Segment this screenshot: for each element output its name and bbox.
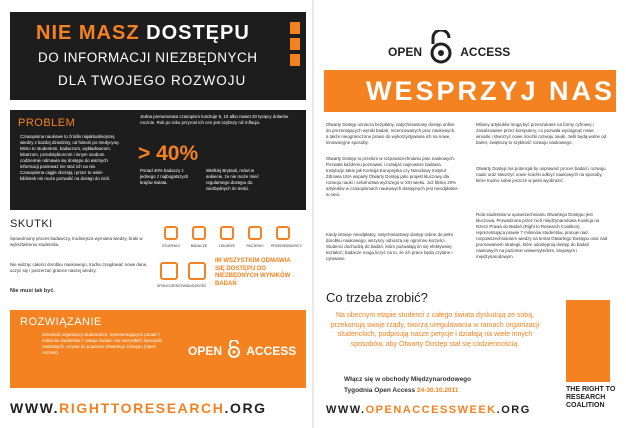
society-icon [160, 262, 178, 280]
survey-text: Wielkiej Brytanii, mówi w ankiecie, że nie może mieć regularnego dostępu do niezbędnych im treści. [206, 168, 259, 191]
body-text: Otwarty Dostęp to przełom w rozpowszechnianiu prac naukowych. Pozwala każdemu poznawać i rozwijać najnowsze badania. Instytucje takie jak Komisja Europejska czy Narodowy Instytut Zdrowia USA wsparły Otwarty Dostęp jako projekt kluczowy dla rozwoju nauki i szkolnictwa wyższego w XXI wieku. Już blisko 20% artykułów w czasopismach naukowych dostępnych jest nieodpłatnie w sieci. [326, 156, 458, 197]
icon-label: BADACZE [190, 244, 208, 248]
stripe [290, 54, 300, 66]
entrepreneur-icon [276, 226, 290, 240]
researcher-icon [192, 226, 206, 240]
icon-label: PRZEDSIĘBIORCY [271, 244, 302, 248]
lock-icon [428, 30, 454, 64]
student-icon [164, 226, 178, 240]
join-text: Włącz się w obchody Międzynarodowego [344, 376, 472, 383]
headline-line3: DLA TWOJEGO ROZWOJU [58, 73, 247, 88]
solution-title: ROZWIĄZANIE [20, 316, 102, 328]
righttoresearch-link[interactable]: WWW.RIGHTTORESEARCH.ORG [10, 400, 267, 416]
humanity-icon [188, 262, 206, 280]
open-access-logo: OPEN ACCESS [188, 340, 296, 358]
header-box [10, 12, 306, 100]
stripe [290, 22, 300, 34]
skutki-quote: IM WSZYSTKIM ODMAWIA SIĘ DOSTĘPU DO NIEZBĘDNYCH WYNIKÓW BADAŃ [215, 258, 291, 287]
solution-box [10, 310, 306, 388]
icon-label: LUDZKOŚĆ [187, 284, 207, 288]
right-page [314, 0, 626, 428]
headline-line2: DO INFORMACJI NIEZBĘDNYCH [38, 50, 258, 65]
problem-cost-text: Jedna prenumerata czasopism kosztuje 5, 10 albo nawet 20 tysięcy dolarów rocznie. Rok po roku przyrost ich cen jest szybszy niż inflacja. [140, 114, 289, 125]
skutki-title: SKUTKI [10, 218, 53, 230]
support-banner [324, 70, 616, 112]
percent-stat: > 40% [138, 142, 199, 165]
skutki-text: Spowolniony proces badawczy, trudniejsza wymiana wiedzy, braki w wykształceniu studentów. [10, 236, 143, 247]
skutki-conclusion: Nie musi tak być. [10, 288, 55, 294]
patient-icon [248, 226, 262, 240]
action-text: Na obecnym etapie studenci z całego świata dyskutują ze sobą, przekonują swoje rządy, tworzą uregulowania w ramach organizacji studenckich, podpisują nasze petycje i działają na wiele innych sposobów, aby Otwarty Dostęp stał się codziennością. [330, 312, 540, 348]
body-text: Kiedy istnieje nieodpłatny, natychmiastowy dostęp online do pełni dorobku naukowego, wszyscy odnoszą się ogromne korzyści. Studenci dochodzą do badań, które pozwalają im się efektywniej kształcić; badacze mogą liczyć na to, że ich prace będą czytane i cytowane. [326, 232, 453, 261]
problem-text: Czasopisma naukowe to źródło najaktualniejszej wiedzy z każdej dziedziny, od historii po medycynę. Mimo to studentom, badaczom, wykładowcom, lekarzom, przedsiębiorcom i innym osobom codziennie odmawia się dostępu do ważnych informacji ponieważ nie stać ich na nie. Czasopisma ciągle drożeją i przez to wiele bibliotek nie może pozwolić na dostęp do nich. [20, 134, 120, 181]
problem-box [10, 110, 306, 210]
body-text: Otwarty Dostęp ma potencjał by usprawnić proces badań i rozwoju nauki oraz stworzyć nowe ścieżki odkryć naukowych na sposoby, które trudno sobie jeszcze w pełni wyobrazić. [476, 166, 606, 183]
what-to-do-title: Co trzeba zrobić? [326, 290, 428, 305]
doctor-icon [220, 226, 234, 240]
skutki-text-2: Nie widząc całości dorobku naukowego, trudno znajdować nowe dane, uczyć się i poszerzać granice naszej wiedzy. [10, 262, 148, 273]
open-access-logo: OPEN ACCESS [388, 30, 510, 64]
r-logo-shape [566, 300, 610, 382]
icon-label: SPOŁECZEŃSTWO [157, 284, 189, 288]
coalition-logo: THE RIGHT TO RESEARCH COALITION [566, 300, 624, 426]
headline: NIE MASZ DOSTĘPU [36, 22, 250, 44]
problem-title: PROBLEM [18, 117, 76, 129]
icon-label: STUDENCI [162, 244, 180, 248]
body-text: Otwarty Dostęp oznacza bezpłatny, natychmiastowy dostęp online do prezentujących wyniki badań, recenzowanych prac naukowych, a także nieograniczone prawo do wykorzystywania ich na nowe, innowacyjne sposoby. [326, 122, 456, 145]
openaccessweek-link[interactable]: WWW.OPENACCESSWEEK.ORG [326, 404, 531, 416]
body-text: Miliony artykułów mogą być przeszukane na formy cyfrowej i zanalizowane przez komputery, co pozwala wyciągnąć nowe wnioski i stworzyć nowe ścieżki rozwoju nauki. Jeśli będą wolne od barier, zwiększą to szybkość rozwoju naukowego. [476, 122, 607, 145]
percent-text: Ponad 40% badaczy z jednego z najbogatszych krajów świata. [140, 168, 189, 185]
solution-text: Dzielnicki organizacji studenckich, reprezentujących ponad 7 milionów studentów z całego świata i we wszystkich dyscyplin naukowych, wzywa do poparcia Otwartego Dostępu (Open Access). [42, 332, 163, 355]
stripe [290, 38, 300, 50]
lock-icon [227, 340, 241, 358]
banner-title: WESPRZYJ NAS [366, 76, 616, 106]
week-text: Tygodnia Open Access 24-30.10.2011 [344, 387, 459, 394]
body-text: Rola studentów w upowszechnianiu Otwartego Dostępu jest kluczowa. Prowadzona przez nich międzynarodowa Koalicja na Rzecz Prawa do Badań (Right to Research Coalition), reprezentująca prawie 7 milionów studentów, pracuje nad rozpowszechnianiem wiedzy na temat Otwartego Dostępu oraz nad promowaniem strategii, które udostępnią dostęp do badań naukowych na poziomie uniwersyteckim, krajowym i międzynarodowym. [476, 212, 608, 259]
icon-label: PACJENCI [246, 244, 264, 248]
icon-label: LEKARZE [219, 244, 235, 248]
